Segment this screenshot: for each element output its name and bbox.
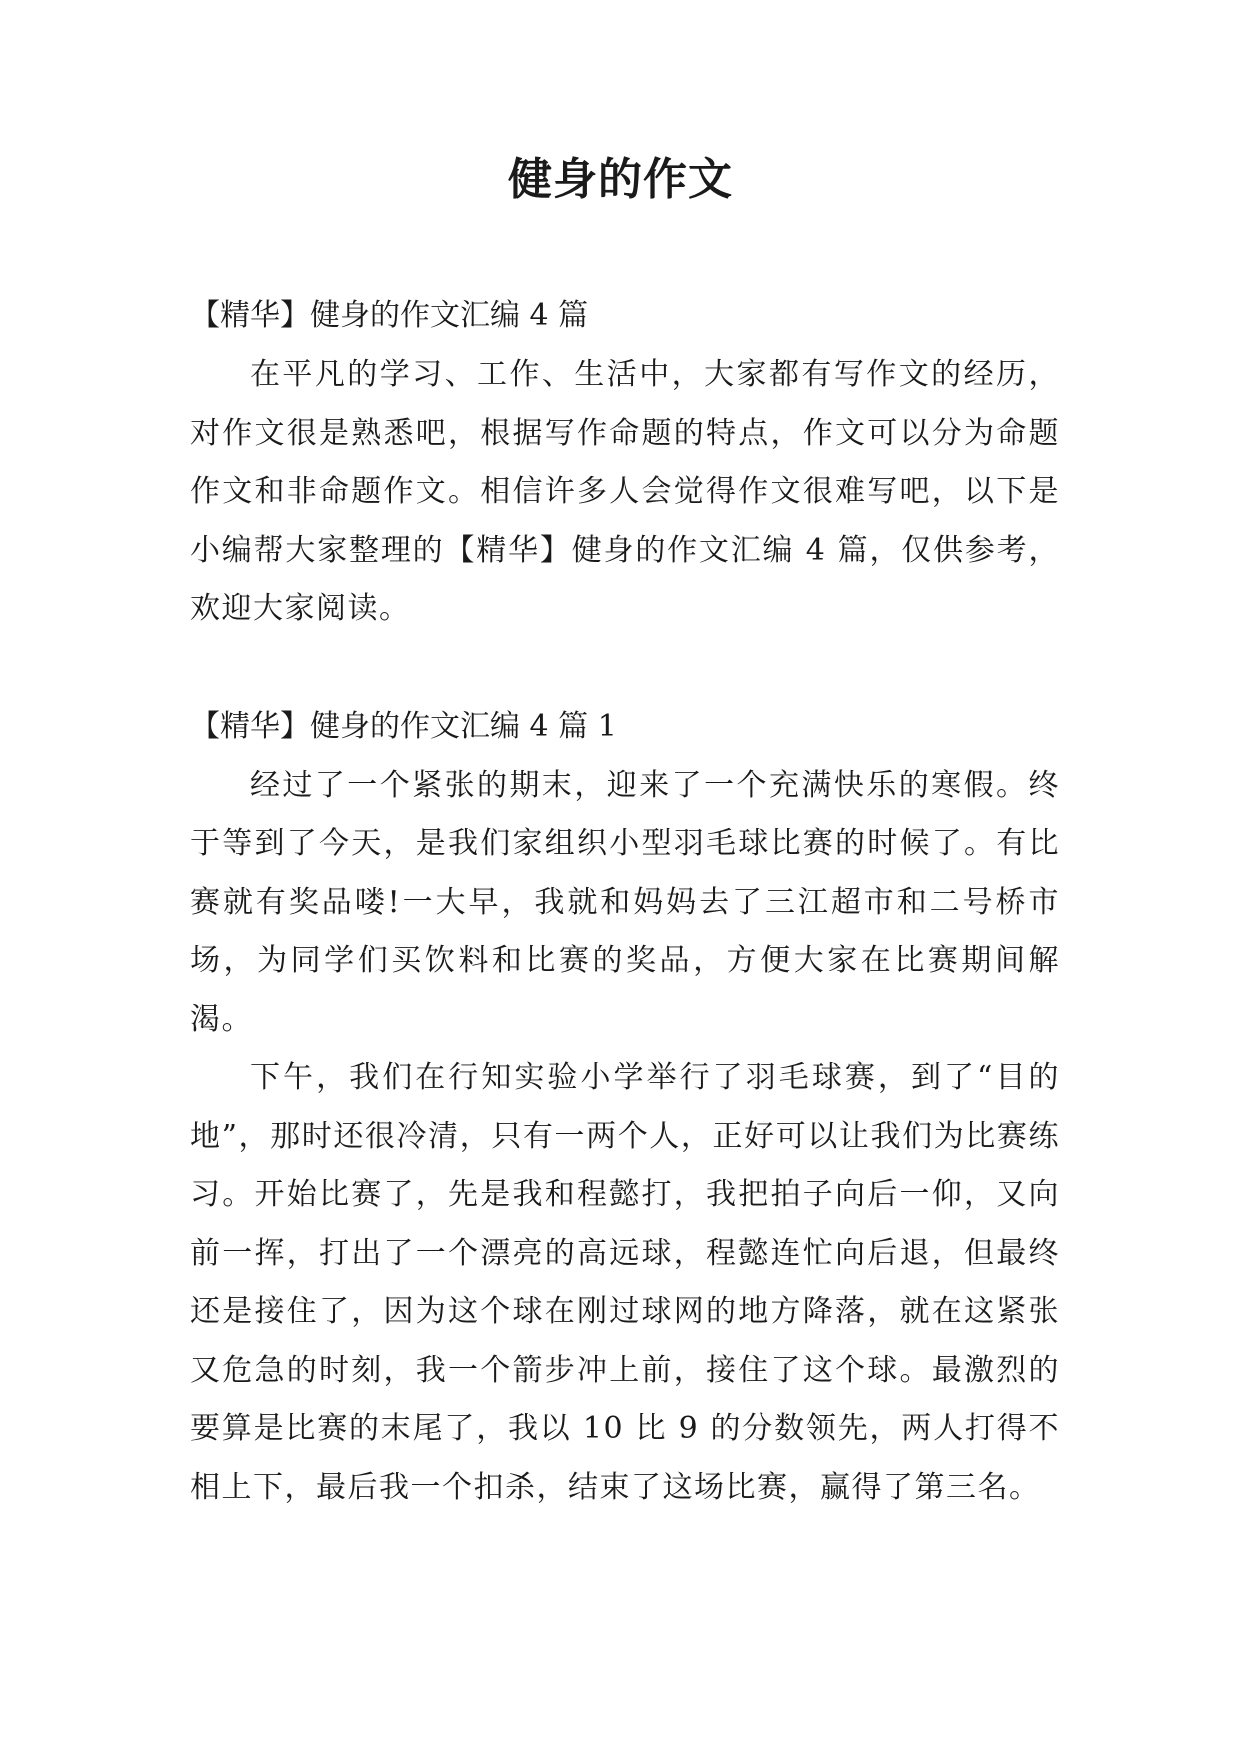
intro-paragraph: 在平凡的学习、工作、生活中，大家都有写作文的经历，对作文很是熟悉吧，根据写作命题的特点，作文可以分为命题作文和非命题作文。相信许多人会觉得作文很难写吧，以下是小编帮大家整理的【精华】健身的作文汇编 4 篇，仅供参考，欢迎大家阅读。 — [190, 357, 1060, 626]
document-title: 健身的作文 — [508, 154, 733, 205]
section-spacer — [190, 639, 1060, 697]
section1-paragraph-1: 经过了一个紧张的期末，迎来了一个充满快乐的寒假。终于等到了今天，是我们家组织小型羽毛球比赛的时候了。有比赛就有奖品喽!一大早，我就和妈妈去了三江超市和二号桥市场，为同学们买饮料和比赛的奖品，方便大家在比赛期间解渴。 — [190, 767, 1060, 1037]
document-body — [190, 286, 1060, 1517]
intro-heading: 【精华】健身的作文汇编 4 篇 — [190, 298, 589, 333]
section1-paragraph-2: 下午，我们在行知实验小学举行了羽毛球赛，到了“目的地”，那时还很冷清，只有一两个人，正好可以让我们为比赛练习。开始比赛了，先是我和程懿打，我把拍子向后一仰，又向前一挥，打出了一个漂亮的高远球，程懿连忙向后退，但最终还是接住了，因为这个球在刚过球网的地方降落，就在这紧张又危急的时刻，我一个箭步冲上前，接住了这个球。最激烈的要算是比赛的末尾了，我以 10 比 9 的分数领先，两人打得不相上下，最后我一个扣杀，结束了这场比赛，赢得了第三名。 — [190, 1060, 1060, 1505]
section1-heading: 【精华】健身的作文汇编 4 篇 1 — [190, 708, 617, 744]
